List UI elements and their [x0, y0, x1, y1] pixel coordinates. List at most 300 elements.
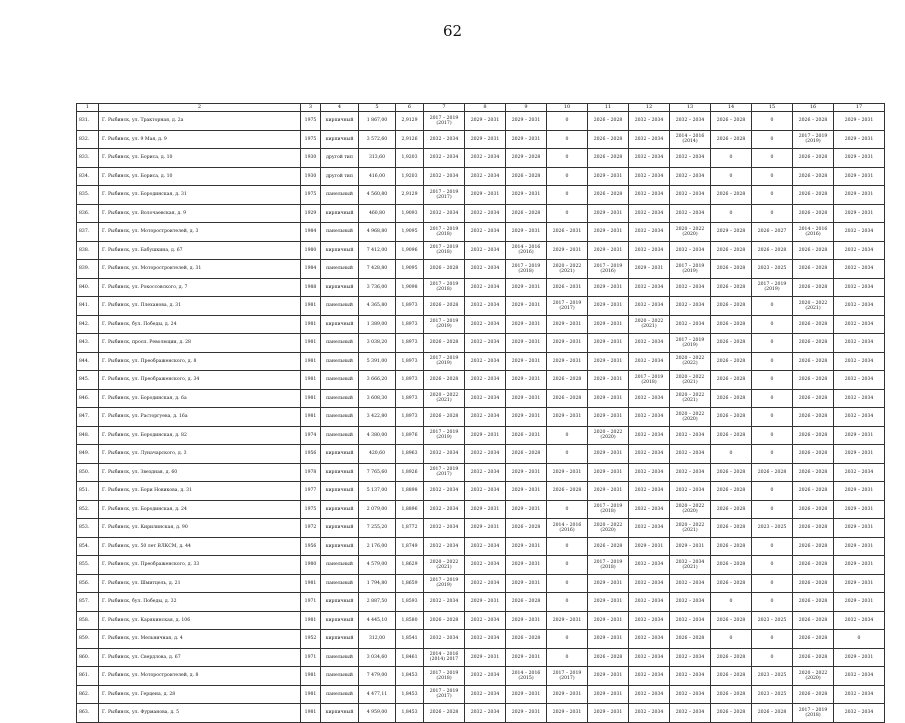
table-cell: Г. Рыбинск, ул. Преображенского, д. 34 [99, 371, 301, 390]
table-cell: 2029 – 2031 [588, 667, 629, 686]
table-cell: 2029 – 2031 [588, 704, 629, 723]
table-cell: 2032 – 2034 [629, 186, 670, 205]
table-cell: 853. [77, 519, 99, 538]
table-cell: 2029 – 2031 [465, 186, 506, 205]
table-cell: 0 [547, 186, 588, 205]
table-row [77, 352, 885, 371]
table-cell: кирпичный [321, 445, 359, 464]
table-cell: 1,8453 [396, 704, 424, 723]
table-cell: 1,8659 [396, 574, 424, 593]
table-cell: 2020 – 2022 (2021) [670, 389, 711, 408]
table-cell: 2032 – 2034 [629, 204, 670, 223]
table-cell: 2026 – 2028 [711, 685, 752, 704]
table-cell: 2026 – 2028 [424, 611, 465, 630]
table-cell: 2032 – 2034 [670, 685, 711, 704]
table-cell: 854. [77, 537, 99, 556]
table-cell: 2026 – 2028 [711, 519, 752, 538]
table-cell: 2032 – 2034 [834, 223, 885, 242]
table-cell: 2032 – 2034 [424, 593, 465, 612]
table-cell: 2026 – 2028 [506, 445, 547, 464]
table-cell: панельный [321, 556, 359, 575]
table-cell: 2020 – 2022 (2021) [424, 556, 465, 575]
table-cell: 2032 – 2034 [465, 685, 506, 704]
table-cell: 838. [77, 241, 99, 260]
table-cell: Г. Рыбинск, просп. Революции, д. 28 [99, 334, 301, 353]
table-cell: 1978 [301, 463, 321, 482]
table-cell: 2029 – 2031 [588, 371, 629, 390]
table-cell: 2032 – 2034 [834, 315, 885, 334]
table-cell: 831. [77, 112, 99, 131]
table-cell: 2032 – 2034 [834, 463, 885, 482]
table-cell: 2032 – 2034 [629, 519, 670, 538]
table-cell: 1 794,80 [359, 574, 396, 593]
table-cell: 2032 – 2034 [834, 334, 885, 353]
table-cell: 2026 – 2028 [711, 112, 752, 131]
table-cell: панельный [321, 260, 359, 279]
table-cell: 1956 [301, 445, 321, 464]
table-cell: 2032 – 2034 [629, 463, 670, 482]
table-cell: 2032 – 2034 [629, 297, 670, 316]
table-cell: 0 [547, 574, 588, 593]
table-cell: 2032 – 2034 [670, 112, 711, 131]
table-cell: 835. [77, 186, 99, 205]
table-cell: 2,9126 [396, 130, 424, 149]
table-cell: 1,8973 [396, 352, 424, 371]
table-cell: 860. [77, 648, 99, 667]
table-cell: 5 137,00 [359, 482, 396, 501]
table-cell: 2029 – 2031 [506, 297, 547, 316]
table-cell: 2032 – 2034 [834, 389, 885, 408]
table-cell: панельный [321, 667, 359, 686]
table-cell: 2032 – 2034 [465, 611, 506, 630]
table-cell: Г. Рыбинск, ул. Бабушкина, д. 67 [99, 241, 301, 260]
table-cell: 2017 – 2019 (2018) [424, 278, 465, 297]
table-cell: 2026 – 2028 [711, 500, 752, 519]
table-cell: 2029 – 2031 [547, 352, 588, 371]
table-cell: 2032 – 2034 [465, 482, 506, 501]
table-cell: 2029 – 2031 [588, 574, 629, 593]
table-cell: 2029 – 2031 [834, 149, 885, 168]
table-cell: 2032 – 2034 [670, 241, 711, 260]
table-cell: 2014 – 2016 (2016) [793, 223, 834, 242]
table-row [77, 186, 885, 205]
table-cell: панельный [321, 297, 359, 316]
table-cell: 0 [752, 574, 793, 593]
table-cell: 3 038,20 [359, 334, 396, 353]
table-cell: 4 380,00 [359, 426, 396, 445]
table-cell: кирпичный [321, 463, 359, 482]
table-cell: Г. Рыбинск, ул. Моторостроителей, д. 31 [99, 260, 301, 279]
table-row [77, 278, 885, 297]
table-row [77, 167, 885, 186]
table-cell: панельный [321, 574, 359, 593]
table-cell: 2020 – 2022 (2020) [670, 408, 711, 427]
table-cell: 2032 – 2034 [629, 556, 670, 575]
table-cell: 2029 – 2031 [506, 112, 547, 131]
table-cell: 852. [77, 500, 99, 519]
table-cell: 2032 – 2034 [629, 389, 670, 408]
table-cell: 2029 – 2031 [588, 278, 629, 297]
table-row [77, 112, 885, 131]
table-cell: 1,9095 [396, 260, 424, 279]
table-row [77, 685, 885, 704]
table-cell: 3 422,80 [359, 408, 396, 427]
table-cell: 2017 – 2019 (2017) [547, 667, 588, 686]
table-row [77, 223, 885, 242]
column-number-2: 2 [99, 104, 301, 112]
table-cell: 2032 – 2034 [629, 278, 670, 297]
table-cell: 2029 – 2031 [547, 334, 588, 353]
table-cell: 2029 – 2031 [547, 685, 588, 704]
table-cell: 2029 – 2031 [588, 685, 629, 704]
table-row [77, 611, 885, 630]
table-cell: 2032 – 2034 [670, 667, 711, 686]
table-cell: 1984 [301, 260, 321, 279]
table-cell: 849. [77, 445, 99, 464]
table-cell: 2032 – 2034 [834, 685, 885, 704]
table-cell: 2032 – 2034 [424, 630, 465, 649]
table-cell: 1975 [301, 130, 321, 149]
table-cell: 1981 [301, 704, 321, 723]
table-cell: 1,8926 [396, 463, 424, 482]
table-cell: 0 [752, 204, 793, 223]
table-cell: 1930 [301, 167, 321, 186]
table-cell: 1,8453 [396, 667, 424, 686]
table-cell: 2017 – 2019 (2019) [424, 574, 465, 593]
table-cell: 1,8973 [396, 334, 424, 353]
table-cell: 2029 – 2031 [465, 519, 506, 538]
table-cell: Г. Рыбинск, ул. Моторостроителей, д. 8 [99, 667, 301, 686]
table-cell: 7 479,00 [359, 667, 396, 686]
table-cell: 2026 – 2028 [588, 130, 629, 149]
page-number: 62 [442, 22, 463, 40]
table-cell: 2029 – 2031 [506, 482, 547, 501]
table-cell: 1971 [301, 648, 321, 667]
table-cell: 2014 – 2016 (2015) [506, 667, 547, 686]
table-row [77, 445, 885, 464]
table-cell: 2032 – 2034 [465, 408, 506, 427]
table-cell: 1,8749 [396, 537, 424, 556]
table-cell: 2026 – 2028 [793, 426, 834, 445]
table-cell: 2020 – 2022 (2020) [588, 519, 629, 538]
table-cell: 2026 – 2028 [711, 186, 752, 205]
column-number-12: 12 [629, 104, 670, 112]
table-row [77, 704, 885, 723]
header-row [77, 104, 885, 112]
table-cell: 2026 – 2028 [711, 574, 752, 593]
table-cell: кирпичный [321, 204, 359, 223]
table-cell: 839. [77, 260, 99, 279]
table-cell: 2032 – 2034 [424, 149, 465, 168]
table-cell: 846. [77, 389, 99, 408]
table-cell: 1,8976 [396, 426, 424, 445]
table-cell: 2026 – 2028 [547, 482, 588, 501]
table-cell: 2029 – 2031 [465, 593, 506, 612]
table-cell: 1981 [301, 315, 321, 334]
table-cell: 2026 – 2028 [793, 574, 834, 593]
table-cell: 2026 – 2028 [793, 500, 834, 519]
table-cell: 1,8772 [396, 519, 424, 538]
table-cell: 7 428,80 [359, 260, 396, 279]
table-cell: 0 [711, 167, 752, 186]
table-cell: 2029 – 2031 [506, 648, 547, 667]
table-cell: 2032 – 2034 [670, 463, 711, 482]
table-cell: Г. Рыбинск, ул. Бородинская, д. 31 [99, 186, 301, 205]
table-cell: Г. Рыбинск, ул. Шмитцель, д. 21 [99, 574, 301, 593]
table-cell: 2032 – 2034 [465, 537, 506, 556]
table-cell: 2017 – 2019 (2018) [424, 667, 465, 686]
table-cell: 2026 – 2028 [711, 334, 752, 353]
table-cell: 7 765,60 [359, 463, 396, 482]
table-cell: 2029 – 2031 [588, 593, 629, 612]
table-cell: 2032 – 2034 [670, 426, 711, 445]
table-row [77, 593, 885, 612]
table-cell: Г. Рыбинск, бул. Победы, д. 32 [99, 593, 301, 612]
table-cell: 2032 – 2034 [834, 704, 885, 723]
table-cell: 2020 – 2022 (2020) [670, 223, 711, 242]
table-cell: 2017 – 2019 (2017) [424, 463, 465, 482]
table-row [77, 537, 885, 556]
table-cell: 2032 – 2034 [670, 611, 711, 630]
table-cell: 1980 [301, 241, 321, 260]
table-cell: 2026 – 2028 [793, 389, 834, 408]
table-cell: 0 [711, 593, 752, 612]
table-cell: 2029 – 2031 [588, 408, 629, 427]
table-cell: 2026 – 2028 [506, 204, 547, 223]
table-cell: 1981 [301, 611, 321, 630]
table-cell: 2029 – 2031 [547, 704, 588, 723]
table-cell: панельный [321, 426, 359, 445]
table-cell: 2020 – 2022 (2021) [424, 389, 465, 408]
table-cell: 2029 – 2031 [629, 260, 670, 279]
table-cell: 2029 – 2031 [588, 167, 629, 186]
table-cell: 2026 – 2028 [424, 371, 465, 390]
table-cell: 2032 – 2034 [465, 241, 506, 260]
table-cell: 2032 – 2034 [629, 648, 670, 667]
table-cell: 2029 – 2031 [588, 204, 629, 223]
table-cell: Г. Рыбинск, ул. Герцена, д. 28 [99, 685, 301, 704]
table-cell: 0 [547, 426, 588, 445]
table-cell: 2026 – 2028 [711, 389, 752, 408]
table-cell: 842. [77, 315, 99, 334]
table-cell: 2020 – 2022 (2021) [629, 315, 670, 334]
table-cell: 855. [77, 556, 99, 575]
table-cell: 2032 – 2034 [670, 297, 711, 316]
table-cell: 2026 – 2028 [793, 167, 834, 186]
table-cell: 1,9203 [396, 167, 424, 186]
table-cell: 2032 – 2034 [629, 630, 670, 649]
table-cell: 2029 – 2031 [588, 223, 629, 242]
table-cell: 2026 – 2028 [752, 463, 793, 482]
table-cell: 3 736,00 [359, 278, 396, 297]
table-cell: 2020 – 2022 (2021) [547, 260, 588, 279]
table-cell: 2017 – 2019 (2018) [793, 704, 834, 723]
table-cell: 4 445,10 [359, 611, 396, 630]
table-cell: 2032 – 2034 [670, 704, 711, 723]
table-cell: 2032 – 2034 [834, 352, 885, 371]
table-cell: 2 079,00 [359, 500, 396, 519]
table-cell: Г. Рыбинск, ул. Свердлова, д. 67 [99, 648, 301, 667]
table-cell: 2026 – 2028 [588, 537, 629, 556]
table-cell: Г. Рыбинск, ул. 50 лет ВЛКСМ, д. 44 [99, 537, 301, 556]
table-cell: 2032 – 2034 [424, 482, 465, 501]
table-cell: 2029 – 2031 [547, 463, 588, 482]
table-cell: Г. Рыбинск, ул. Бори Новикова, д. 31 [99, 482, 301, 501]
table-cell: 0 [752, 149, 793, 168]
table-cell: 1,8973 [396, 297, 424, 316]
table-cell: Г. Рыбинск, ул. Бородинская, д. 82 [99, 426, 301, 445]
table-cell: Г. Рыбинск, ул. Звездная, д. 60 [99, 463, 301, 482]
table-cell: другой тип [321, 149, 359, 168]
table-cell: Г. Рыбинск, ул. Бориса, д. 10 [99, 149, 301, 168]
table-cell: 2029 – 2031 [834, 556, 885, 575]
table-cell: 2032 – 2034 [424, 500, 465, 519]
table-cell: 843. [77, 334, 99, 353]
table-row [77, 630, 885, 649]
table-cell: 2017 – 2019 (2018) [424, 241, 465, 260]
table-cell: кирпичный [321, 611, 359, 630]
table-cell: 2032 – 2034 [670, 186, 711, 205]
table-cell: 1981 [301, 352, 321, 371]
table-cell: 2026 – 2028 [793, 611, 834, 630]
table-cell: 2029 – 2031 [834, 130, 885, 149]
table-cell: 2029 – 2031 [506, 186, 547, 205]
table-cell: 2026 – 2028 [711, 371, 752, 390]
table-cell: 2014 – 2016 (2016) [506, 241, 547, 260]
table-row [77, 408, 885, 427]
table-cell: 2026 – 2028 [793, 315, 834, 334]
table-cell: 2026 – 2028 [711, 278, 752, 297]
table-cell: 2023 – 2025 [752, 519, 793, 538]
table-cell: 1,9096 [396, 241, 424, 260]
table-cell: 2029 – 2031 [506, 278, 547, 297]
table-cell: 851. [77, 482, 99, 501]
table-cell: 1,8973 [396, 315, 424, 334]
table-cell: Г. Рыбинск, ул. Тракторная, д. 2а [99, 112, 301, 131]
table-cell: 1975 [301, 186, 321, 205]
table-cell: 1972 [301, 519, 321, 538]
table-row [77, 371, 885, 390]
table-cell: 0 [547, 204, 588, 223]
table-cell: 0 [752, 297, 793, 316]
table-cell: 1930 [301, 149, 321, 168]
table-cell: 2026 – 2028 [711, 667, 752, 686]
table-cell: 2026 – 2028 [506, 593, 547, 612]
table-cell: 2026 – 2028 [547, 371, 588, 390]
table-cell: 0 [752, 371, 793, 390]
table-cell: 2029 – 2031 [834, 648, 885, 667]
table-cell: 1980 [301, 556, 321, 575]
table-cell: 2026 – 2028 [793, 204, 834, 223]
table-cell: 2032 – 2034 [629, 223, 670, 242]
table-cell: 2026 – 2028 [793, 630, 834, 649]
table-cell: 2029 – 2031 [547, 408, 588, 427]
table-cell: 2029 – 2028 [506, 149, 547, 168]
table-cell: 2032 – 2034 [834, 371, 885, 390]
table-cell: 2017 – 2019 (2017) [424, 685, 465, 704]
table-cell: 2029 – 2031 [506, 352, 547, 371]
table-cell: 2029 – 2031 [465, 112, 506, 131]
table-cell: 2032 – 2034 [424, 204, 465, 223]
table-cell: 2032 – 2034 [465, 556, 506, 575]
table-cell: 1,8453 [396, 685, 424, 704]
table-cell: 2032 – 2034 [465, 260, 506, 279]
table-cell: 0 [752, 500, 793, 519]
table-cell: Г. Рыбинск, ул. Бориса, д. 10 [99, 167, 301, 186]
table-cell: 2032 – 2034 [629, 112, 670, 131]
table-cell: 2029 – 2031 [506, 371, 547, 390]
table-cell: 420,60 [359, 445, 396, 464]
table-cell: 2029 – 2031 [547, 315, 588, 334]
table-cell: 2032 – 2034 [465, 315, 506, 334]
table-cell: 2032 – 2034 [670, 648, 711, 667]
table-cell: 2017 – 2019 (2019) [424, 352, 465, 371]
table-cell: 0 [752, 593, 793, 612]
table-cell: 0 [752, 408, 793, 427]
table-cell: 2026 – 2028 [793, 556, 834, 575]
table-cell: панельный [321, 408, 359, 427]
table-cell: 1984 [301, 223, 321, 242]
column-number-6: 6 [396, 104, 424, 112]
table-cell: 2029 – 2031 [834, 445, 885, 464]
table-cell: 2014 – 2016 (2014) [670, 130, 711, 149]
table-cell: 2026 – 2028 [506, 167, 547, 186]
table-cell: другой тип [321, 167, 359, 186]
table-cell: 2026 – 2028 [711, 556, 752, 575]
table-cell: панельный [321, 648, 359, 667]
table-cell: 2026 – 2027 [752, 223, 793, 242]
table-cell: 2032 – 2034 [834, 297, 885, 316]
table-cell: 2032 – 2034 [465, 297, 506, 316]
table-cell: кирпичный [321, 482, 359, 501]
table-cell: 313,60 [359, 149, 396, 168]
table-cell: 3 666,20 [359, 371, 396, 390]
table-cell: 1974 [301, 426, 321, 445]
table-cell: 2032 – 2034 [629, 574, 670, 593]
table-cell: 0 [752, 186, 793, 205]
table-cell: 2014 – 2016 (2014) 2017 [424, 648, 465, 667]
table-cell: 2032 – 2034 [834, 611, 885, 630]
table-cell: 2017 – 2019 (2018) [506, 260, 547, 279]
table-cell: 2026 – 2028 [424, 260, 465, 279]
table-row [77, 334, 885, 353]
table-cell: 2029 – 2031 [506, 704, 547, 723]
table-cell: 2032 – 2034 [629, 334, 670, 353]
table-cell: 1952 [301, 630, 321, 649]
table-cell: 2017 – 2019 (2018) [424, 223, 465, 242]
table-cell: 2020 – 2022 (2021) [670, 371, 711, 390]
table-cell: 4 477,11 [359, 685, 396, 704]
table-cell: 2032 – 2034 [629, 167, 670, 186]
table-cell: 2017 – 2019 (2018) [629, 371, 670, 390]
table-cell: 1977 [301, 482, 321, 501]
table-cell: 2029 – 2031 [588, 315, 629, 334]
table-cell: 2032 – 2034 [629, 149, 670, 168]
table-cell: 845. [77, 371, 99, 390]
table-cell: 836. [77, 204, 99, 223]
table-cell: 2026 – 2028 [711, 352, 752, 371]
table-cell: 2032 – 2034 [465, 278, 506, 297]
table-row [77, 574, 885, 593]
table-cell: 2026 – 2028 [588, 149, 629, 168]
table-cell: кирпичный [321, 241, 359, 260]
table-cell: 2029 – 2031 [506, 685, 547, 704]
table-cell: 2029 – 2031 [588, 482, 629, 501]
table-cell: 2029 – 2031 [834, 537, 885, 556]
table-cell: 2026 – 2031 [506, 426, 547, 445]
table-cell: 2029 – 2031 [588, 445, 629, 464]
table-cell: 4 968,80 [359, 223, 396, 242]
